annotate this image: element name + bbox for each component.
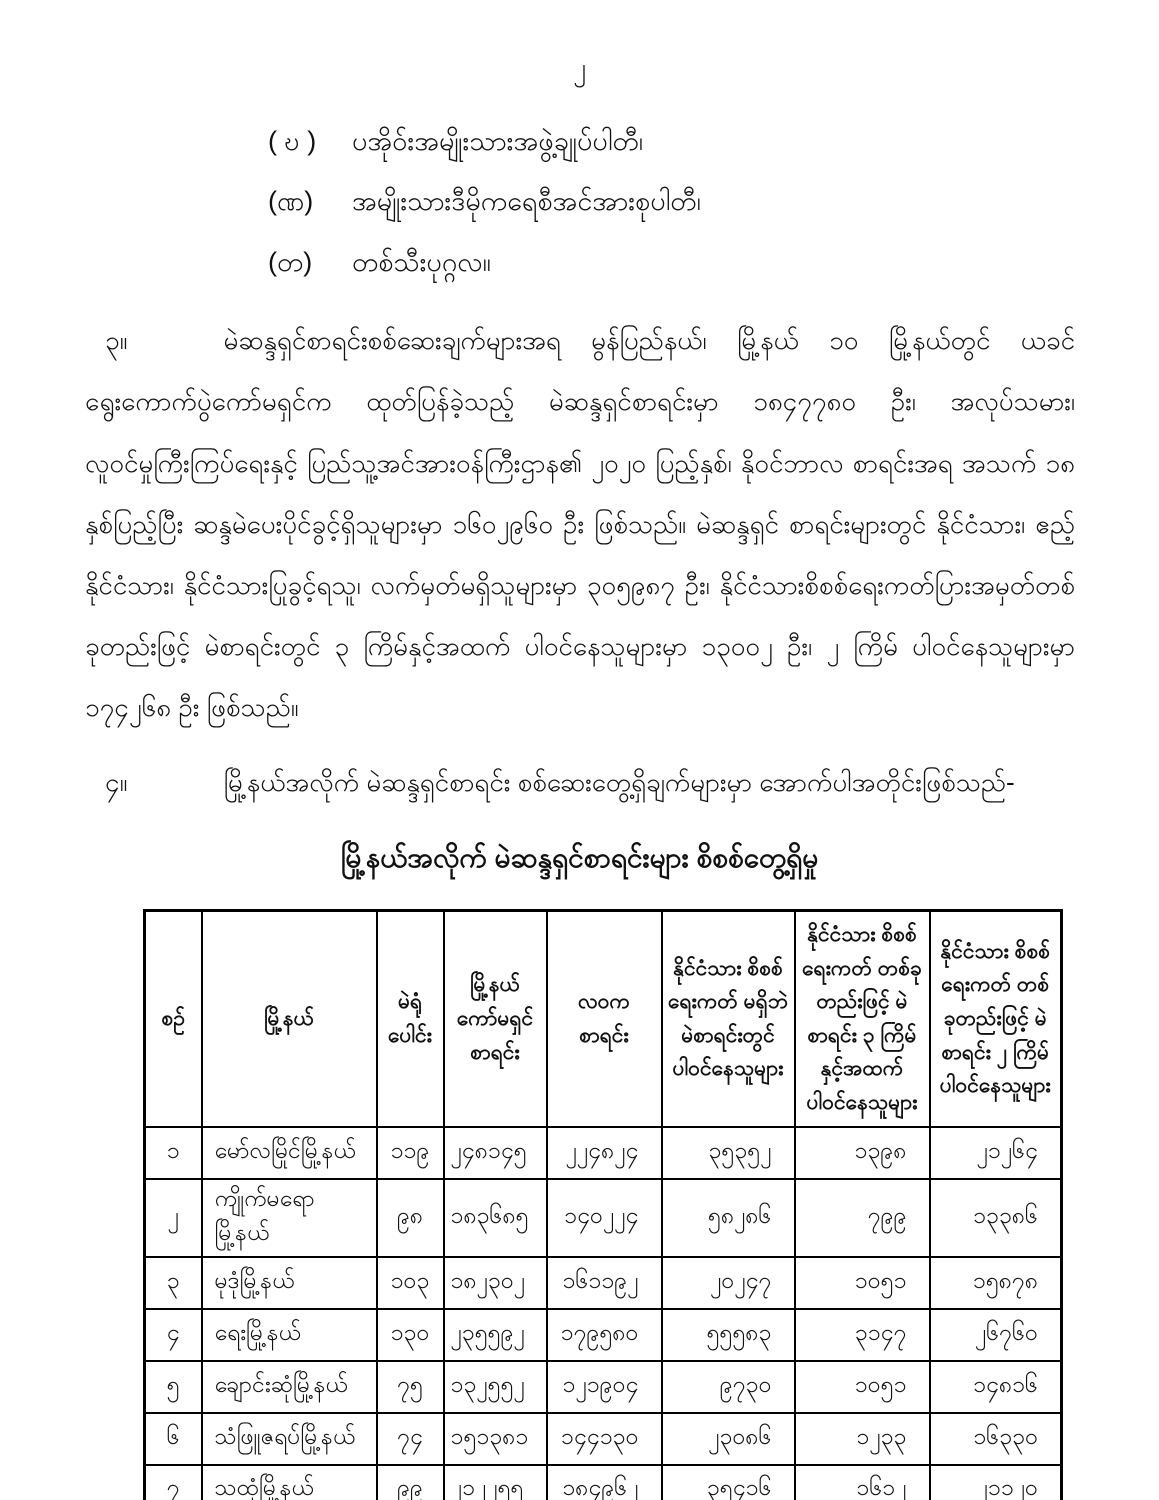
cell-3-or-more-times: ၃၁၄၇ [795, 1309, 930, 1361]
cell-serial: ၁ [145, 1127, 202, 1179]
cell-immigration-list: ၂၂၄၈၂၄ [547, 1127, 662, 1179]
page-number: ၂ [573, 52, 586, 82]
cell-polling-stations: ၉၈ [377, 1179, 444, 1257]
cell-no-card: ၅၅၅၈၃ [662, 1309, 795, 1361]
table-row [145, 1465, 1062, 1500]
col-header-2-times: နိုင်ငံသား စိစစ်ရေးကတ် တစ်ခုတည်းဖြင့် မဲစာရင်း ၂ ကြိမ် ပါဝင်နေသူများ [930, 911, 1062, 1127]
cell-immigration-list: ၁၆၁၁၉၂ [547, 1257, 662, 1309]
col-header-serial: စဉ် [145, 911, 202, 1127]
cell-no-card: ၉၇၃၀ [662, 1361, 795, 1413]
cell-township: မော်လမြိုင်မြို့နယ် [202, 1127, 377, 1179]
cell-no-card: ၂၃၀၈၆ [662, 1413, 795, 1465]
table-row [145, 1361, 1062, 1413]
cell-serial: ၅ [145, 1361, 202, 1413]
table-header [145, 911, 1062, 1127]
table-row [145, 1413, 1062, 1465]
cell-no-card: ၂၀၂၄၇ [662, 1257, 795, 1309]
list-item [268, 244, 1159, 280]
cell-immigration-list: ၁၈၄၉၆၂ [547, 1465, 662, 1500]
cell-2-times: ၂၆၇၆၀ [930, 1309, 1062, 1361]
cell-no-card: ၅၈၂၈၆ [662, 1179, 795, 1257]
cell-township: ရေးမြို့နယ် [202, 1309, 377, 1361]
cell-immigration-list: ၁၄၀၂၂၄ [547, 1179, 662, 1257]
cell-immigration-list: ၁၄၄၁၃၀ [547, 1413, 662, 1465]
table-body [145, 1127, 1062, 1500]
cell-3-or-more-times: ၇၉၉ [795, 1179, 930, 1257]
table-row [145, 1179, 1062, 1257]
paragraph-3 [85, 310, 1075, 738]
cell-serial: ၃ [145, 1257, 202, 1309]
cell-2-times: ၁၃၃၈၆ [930, 1179, 1062, 1257]
col-header-3-or-more-times: နိုင်ငံသား စိစစ်ရေးကတ် တစ်ခုတည်းဖြင့် မဲစာရင်း ၃ ကြိမ် နှင့်အထက် ပါဝင်နေသူများ [795, 911, 930, 1127]
cell-3-or-more-times: ၁၀၅၁ [795, 1361, 930, 1413]
list-item-text: အမျိုးသားဒီမိုကရေစီအင်အားစုပါတီ၊ [352, 186, 701, 217]
cell-2-times: ၁၆၃၃၀ [930, 1413, 1062, 1465]
cell-commission-list: ၁၅၁၃၈၁ [444, 1413, 547, 1465]
list-item-text: ပအိုဝ်းအမျိုးသားအဖွဲ့ချုပ်ပါတီ၊ [352, 126, 644, 156]
cell-immigration-list: ၁၂၁၉၀၄ [547, 1361, 662, 1413]
list-item [268, 123, 1159, 159]
cell-township: ချောင်းဆုံမြို့နယ် [202, 1361, 377, 1413]
table-row [145, 1127, 1062, 1179]
cell-3-or-more-times: ၁၂၃၃ [795, 1413, 930, 1465]
col-header-polling-stations: မဲရုံ ပေါင်း [377, 911, 444, 1127]
table-row [145, 1257, 1062, 1309]
cell-3-or-more-times: ၁၃၉၈ [795, 1127, 930, 1179]
list-item-marker: (ဏ) [268, 186, 314, 217]
cell-township: မုဒုံမြို့နယ် [202, 1257, 377, 1309]
cell-polling-stations: ၇၄ [377, 1413, 444, 1465]
cell-commission-list: ၁၃၂၅၅၂ [444, 1361, 547, 1413]
cell-immigration-list: ၁၇၉၅၈၀ [547, 1309, 662, 1361]
list-item-marker: ( ဎ ) [268, 126, 317, 156]
paragraph-4 [85, 752, 1075, 813]
list-item [268, 183, 1159, 219]
list-item-marker: (တ) [268, 246, 313, 277]
cell-2-times: ၁၄၈၁၆ [930, 1361, 1062, 1413]
table-row [145, 1309, 1062, 1361]
cell-serial: ၄ [145, 1309, 202, 1361]
paragraph-text: မဲဆန္ဒရှင်စာရင်းစစ်ဆေးချက်များအရ မွန်ပြည်နယ်၊ မြို့နယ် ၁၀ မြို့နယ်တွင် ယခင် ရွေးကောက်ပွဲကော်မရှင်က ထုတ်ပြန်ခဲ့သည့် မဲဆန္ဒရှင်စာရင်းမှာ ၁၈၄၇၇၈၀ ဦး၊ အလုပ်သမား၊ လူဝင်မှုကြီးကြပ်ရေးနှင့် ပြည်သူ့အင်အားဝန်ကြီးဌာန၏ ၂၀၂၀ ပြည့်နှစ်၊ နိုဝင်ဘာလ စာရင်းအရ အသက် ၁၈ နှစ်ပြည့်ပြီး ဆန္ဒမဲပေးပိုင်ခွင့်ရှိသူများမှာ ၁၆၀၂၉၆၀ ဦး ဖြစ်သည်။ မဲဆန္ဒရှင် စာရင်းများတွင် နိုင်ငံသား၊ ဧည့်နိုင်ငံသား၊ နိုင်ငံသားပြုခွင့်ရသူ၊ လက်မှတ်မရှိသူများမှာ ၃၀၅၉၈၇ ဦး၊ နိုင်ငံသားစိစစ်ရေးကတ်ပြားအမှတ်တစ်ခုတည်းဖြင့် မဲစာရင်းတွင် ၃ ကြိမ်နှင့်အထက် ပါဝင်နေသူများမှာ ၁၃၀၀၂ ဦး၊ ၂ ကြိမ် ပါဝင်နေသူများမှာ ၁၇၄၂၆၈ ဦး ဖြစ်သည်။ [85, 325, 1075, 722]
cell-township: သထုံမြို့နယ် [202, 1465, 377, 1500]
cell-commission-list: ၁၈၂၃၀၂ [444, 1257, 547, 1309]
cell-no-card: ၃၅၃၅၂ [662, 1127, 795, 1179]
cell-polling-stations: ၁၃၀ [377, 1309, 444, 1361]
cell-serial: ၆ [145, 1413, 202, 1465]
cell-3-or-more-times: ၁၀၅၁ [795, 1257, 930, 1309]
cell-2-times: ၁၅၈၇၈ [930, 1257, 1062, 1309]
cell-commission-list: ၂၃၅၅၉၂ [444, 1309, 547, 1361]
cell-3-or-more-times: ၁၆၁၂ [795, 1465, 930, 1500]
cell-serial: ၂ [145, 1179, 202, 1257]
col-header-township: မြို့နယ် [202, 911, 377, 1127]
paragraph-text: မြို့နယ်အလိုက် မဲဆန္ဒရှင်စာရင်း စစ်ဆေးတွေ့ရှိချက်များမှာ အောက်ပါအတိုင်းဖြစ်သည်- [223, 766, 1015, 797]
voter-list-table [143, 909, 1063, 1500]
table-title: မြို့နယ်အလိုက် မဲဆန္ဒရှင်စာရင်းများ စိစစ်တွေ့ရှိမှု [340, 842, 819, 874]
list-item-text: တစ်သီးပုဂ္ဂလ။ [352, 246, 491, 277]
cell-no-card: ၃၅၄၁၆ [662, 1465, 795, 1500]
cell-2-times: ၂၁၂၆၄ [930, 1127, 1062, 1179]
cell-commission-list: ၁၈၃၆၈၅ [444, 1179, 547, 1257]
cell-polling-stations: ၇၅ [377, 1361, 444, 1413]
cell-commission-list: ၂၄၈၁၄၅ [444, 1127, 547, 1179]
paragraph-number: ၄။ [105, 766, 128, 797]
cell-polling-stations: ၁၁၉ [377, 1127, 444, 1179]
cell-polling-stations: ၁၀၃ [377, 1257, 444, 1309]
cell-commission-list: ၂၁၂၂၅၅ [444, 1465, 547, 1500]
col-header-commission-list: မြို့နယ် ကော်မရှင် စာရင်း [444, 911, 547, 1127]
paragraph-number: ၃။ [105, 325, 128, 356]
table-header-row [145, 911, 1062, 1127]
cell-polling-stations: ၉၉ [377, 1465, 444, 1500]
cell-township: သံဖြူဇရပ်မြို့နယ် [202, 1413, 377, 1465]
cell-serial: ၇ [145, 1465, 202, 1500]
col-header-no-card: နိုင်ငံသား စိစစ်ရေးကတ် မရှိဘဲ မဲစာရင်းတွင် ပါဝင်နေသူများ [662, 911, 795, 1127]
cell-2-times: ၂၁၁၂၀ [930, 1465, 1062, 1500]
party-list [268, 123, 1159, 280]
cell-township: ကျိုက်မရောမြို့နယ် [202, 1179, 377, 1257]
col-header-immigration-list: လဝက စာရင်း [547, 911, 662, 1127]
